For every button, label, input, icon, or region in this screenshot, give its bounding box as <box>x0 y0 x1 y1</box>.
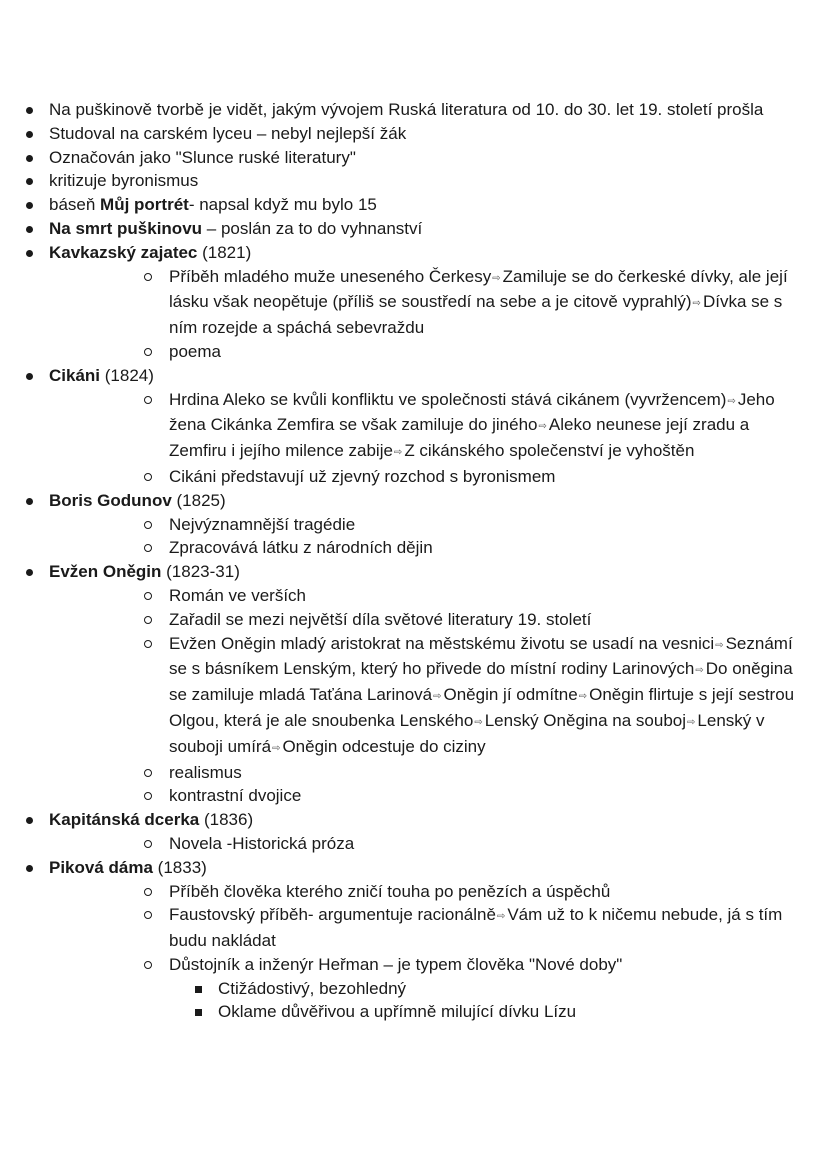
item-detail: (1836) <box>199 810 254 830</box>
arrow-right-icon: ⇨ <box>692 298 701 310</box>
circle-bullet-icon <box>144 769 152 777</box>
arrow-right-icon: ⇨ <box>496 911 506 923</box>
sub-item-text: Nejvýznamnější tragédie <box>169 514 356 534</box>
disc-bullet-icon <box>26 155 33 162</box>
list-item <box>0 241 828 265</box>
list-item <box>0 193 828 217</box>
item-detail: (1833) <box>152 857 207 877</box>
circle-bullet-icon <box>144 473 152 481</box>
sub-item-text: Zařadil se mezi největší díla světové literatury 19. století <box>169 609 592 629</box>
arrow-right-icon: ⇨ <box>578 691 588 703</box>
sub-list-item <box>0 265 828 340</box>
sub-item-text: kontrastní dvojice <box>169 786 302 806</box>
circle-bullet-icon <box>144 888 152 896</box>
sub-item-text: Zpracovává látku z národních dějin <box>169 538 433 558</box>
circle-bullet-icon <box>144 792 152 800</box>
work-title: Piková dáma <box>49 857 153 877</box>
list-item <box>0 364 828 388</box>
arrow-right-icon: ⇨ <box>715 639 724 651</box>
sub-item-text: Do oněgina se zamiluje mladá Taťána Larinová <box>169 659 793 705</box>
sub-item-text: Lenský v souboji umírá <box>169 710 765 756</box>
item-text: báseň <box>49 195 101 215</box>
list-item <box>0 217 828 241</box>
arrow-right-icon: ⇨ <box>695 665 704 677</box>
arrow-right-icon: ⇨ <box>538 421 547 433</box>
work-title: Kapitánská dcerka <box>49 810 200 830</box>
circle-bullet-icon <box>144 616 152 624</box>
sub-item-text: Hrdina Aleko se kvůli konfliktu ve společnosti stává cikánem (vyvržencem) <box>169 389 727 409</box>
sub-sub-list-item <box>0 1000 828 1024</box>
square-bullet-icon <box>195 1009 202 1016</box>
document-page <box>0 98 828 1024</box>
list-item <box>0 560 828 584</box>
sub-item-text: Faustovský příběh- argumentuje racionálně <box>169 905 496 925</box>
sub-list-item <box>0 465 828 489</box>
sub-sub-item-text: Oklame důvěřivou a upřímně milující dívku Lízu <box>218 1002 577 1022</box>
list-item <box>0 856 828 880</box>
sub-item-text: Příběh mladého muže uneseného Čerkesy <box>169 266 492 286</box>
disc-bullet-icon <box>26 865 33 872</box>
bullet-list <box>0 98 828 1024</box>
circle-bullet-icon <box>144 521 152 529</box>
sub-item-text: poema <box>169 341 221 361</box>
sub-list-item <box>0 784 828 808</box>
sub-item-text: Příběh člověka kterého zničí touha po penězích a úspěchů <box>169 881 611 901</box>
sub-list-item <box>0 536 828 560</box>
sub-item-text: Z cikánského společenství je vyhoštěn <box>404 441 695 461</box>
sub-sub-list-item <box>0 977 828 1001</box>
item-text: kritizuje byronismus <box>49 171 199 191</box>
list-item <box>0 98 828 122</box>
circle-bullet-icon <box>144 911 152 919</box>
sub-item-text: Dívka se s ním rozejde a spáchá sebevraždu <box>169 292 783 338</box>
list-item <box>0 146 828 170</box>
disc-bullet-icon <box>26 498 33 505</box>
item-detail: – poslán za to do vyhnanství <box>202 218 423 238</box>
item-text: Studoval na carském lyceu – nebyl nejlepší žák <box>49 123 407 143</box>
sub-list-item <box>0 340 828 364</box>
sub-list-item <box>0 832 828 856</box>
arrow-right-icon: ⇨ <box>433 691 442 703</box>
sub-item-text: Román ve verších <box>169 585 306 605</box>
sub-list-item <box>0 513 828 537</box>
item-detail: (1823-31) <box>161 562 240 582</box>
list-item <box>0 122 828 146</box>
sub-list-item <box>0 903 828 953</box>
sub-item-text: Aleko neunese její zradu a Zemfiru i jejího milence zabije <box>169 415 750 461</box>
circle-bullet-icon <box>144 640 152 648</box>
work-title: Boris Godunov <box>49 490 172 510</box>
disc-bullet-icon <box>26 107 33 114</box>
sub-item-text: Jeho žena Cikánka Zemfira se však zamiluje do jiného <box>169 389 775 435</box>
sub-item-text: Oněgin flirtuje s její sestrou Olgou, která je ale snoubenka Lenského <box>169 685 795 730</box>
disc-bullet-icon <box>26 202 33 209</box>
sub-list-item <box>0 953 828 977</box>
work-title: Evžen Oněgin <box>49 562 162 582</box>
disc-bullet-icon <box>26 131 33 138</box>
disc-bullet-icon <box>26 569 33 576</box>
arrow-right-icon: ⇨ <box>474 716 483 728</box>
disc-bullet-icon <box>26 817 33 824</box>
sub-item-text: Evžen Oněgin mladý aristokrat na městskému životu se usadí na vesnici <box>169 633 715 653</box>
disc-bullet-icon <box>26 373 33 380</box>
list-item <box>0 489 828 513</box>
work-title: Cikáni <box>49 365 101 385</box>
work-title: Na smrt puškinovu <box>49 218 203 238</box>
item-detail: - napsal když mu bylo 15 <box>188 195 377 215</box>
arrow-right-icon: ⇨ <box>687 716 696 728</box>
arrow-right-icon: ⇨ <box>393 447 403 459</box>
sub-list-item <box>0 880 828 904</box>
arrow-right-icon: ⇨ <box>492 272 501 284</box>
sub-item-text: Zamiluje se do čerkeské dívky, ale její lásku však neopětuje (příliš se soustředí na sebe a je citově vyprahlý) <box>169 266 788 312</box>
sub-list-item <box>0 584 828 608</box>
circle-bullet-icon <box>144 544 152 552</box>
item-detail: (1825) <box>171 490 226 510</box>
sub-list-item <box>0 632 828 761</box>
arrow-right-icon: ⇨ <box>272 742 281 754</box>
sub-item-text: Oněgin odcestuje do ciziny <box>282 736 486 756</box>
sub-list-item <box>0 761 828 785</box>
circle-bullet-icon <box>144 348 152 356</box>
sub-item-text: Cikáni představují už zjevný rozchod s byronismem <box>169 466 556 486</box>
sub-item-text: Oněgin jí odmítne <box>443 685 578 705</box>
disc-bullet-icon <box>26 178 33 185</box>
item-text: Na puškinově tvorbě je vidět, jakým vývojem Ruská literatura od 10. do 30. let 19. století prošla <box>49 100 764 119</box>
arrow-right-icon: ⇨ <box>727 395 736 407</box>
circle-bullet-icon <box>144 273 152 281</box>
item-text: Označován jako "Slunce ruské literatury" <box>49 147 356 167</box>
list-item <box>0 169 828 193</box>
square-bullet-icon <box>195 986 202 993</box>
work-title: Můj portrét <box>100 195 189 215</box>
sub-list-item <box>0 608 828 632</box>
circle-bullet-icon <box>144 961 152 969</box>
sub-item-text: Lenský Oněgina na souboj <box>484 710 687 730</box>
sub-list-item <box>0 388 828 465</box>
item-detail: (1821) <box>197 242 252 262</box>
list-item <box>0 808 828 832</box>
work-title: Kavkazský zajatec <box>49 242 198 262</box>
sub-item-text: Důstojník a inženýr Heřman – je typem člověka "Nové doby" <box>169 954 623 974</box>
disc-bullet-icon <box>26 226 33 233</box>
sub-item-text: Seznámí se s básníkem Lenským, který ho přivede do místní rodiny Larinových <box>169 633 793 679</box>
item-detail: (1824) <box>100 365 154 385</box>
sub-item-text: realismus <box>169 762 242 782</box>
disc-bullet-icon <box>26 250 33 257</box>
circle-bullet-icon <box>144 840 152 848</box>
sub-item-text: Novela -Historická próza <box>169 833 355 853</box>
sub-item-text: Vám už to k ničemu nebude, já s tím budu nakládat <box>169 905 783 951</box>
circle-bullet-icon <box>144 592 152 600</box>
sub-sub-item-text: Ctižádostivý, bezohledný <box>218 978 407 998</box>
circle-bullet-icon <box>144 396 152 404</box>
